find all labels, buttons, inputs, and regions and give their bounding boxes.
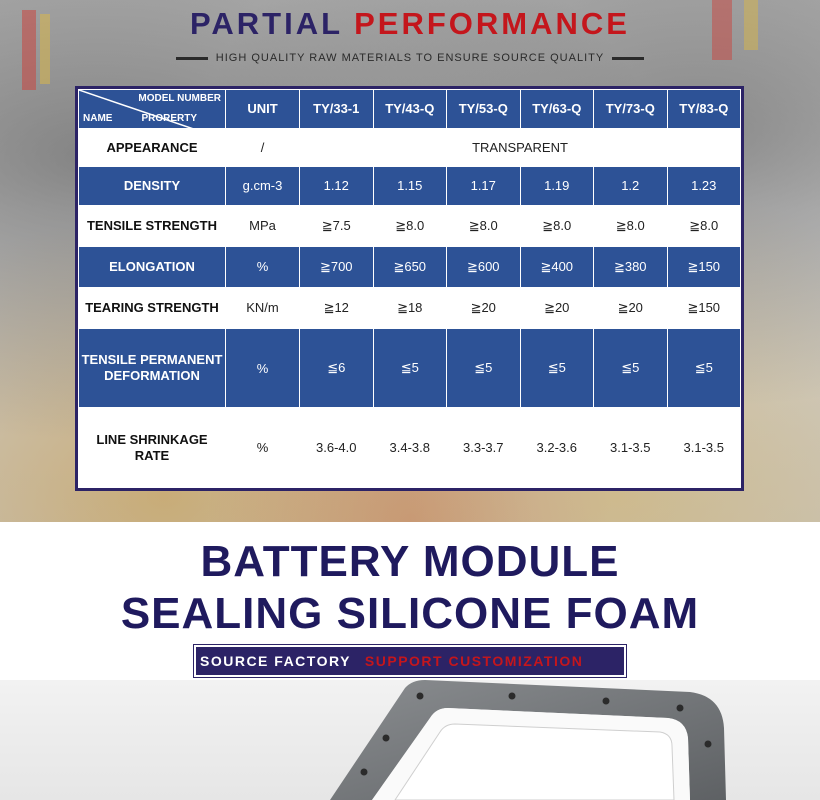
column-header: TY/53-Q	[447, 90, 521, 129]
value-cell: ≧380	[594, 246, 668, 287]
table-row	[79, 408, 741, 488]
table-header-row	[79, 90, 741, 129]
value-cell: 1.23	[667, 167, 741, 206]
banner-source-factory: SOURCE FACTORY	[200, 653, 351, 669]
value-cell: 3.6-4.0	[300, 408, 374, 488]
performance-table-frame	[75, 86, 744, 491]
unit-cell: /	[226, 128, 300, 167]
subtitle-divider-left	[176, 57, 208, 60]
table-row	[79, 246, 741, 287]
property-label-line-1: TENSILE PERMANENT	[81, 352, 223, 368]
title-part-1: PARTIAL	[190, 6, 343, 41]
banner-customization: SUPPORT CUSTOMIZATION	[364, 653, 584, 669]
value-cell: ≧20	[594, 287, 668, 328]
value-cell: ≧400	[520, 246, 594, 287]
value-cell: TRANSPARENT	[300, 128, 741, 167]
property-label: TENSILE STRENGTH	[79, 205, 226, 246]
corner-model-label: MODEL NUMBER	[138, 93, 221, 104]
column-header: TY/63-Q	[520, 90, 594, 129]
value-cell: 1.19	[520, 167, 594, 206]
value-cell: 3.1-3.5	[667, 408, 741, 488]
value-cell: ≧8.0	[447, 205, 521, 246]
table-corner-cell	[79, 90, 226, 129]
column-header: TY/83-Q	[667, 90, 741, 129]
foam-gasket-icon	[0, 680, 820, 800]
value-cell: ≦5	[373, 328, 447, 408]
value-cell: ≧150	[667, 246, 741, 287]
subtitle-divider-right	[612, 57, 644, 60]
value-cell: ≧8.0	[667, 205, 741, 246]
property-label: TEARING STRENGTH	[79, 287, 226, 328]
section-title	[0, 6, 820, 42]
performance-table	[78, 89, 741, 488]
value-cell: ≧8.0	[373, 205, 447, 246]
table-row	[79, 205, 741, 246]
corner-property-label: PRORERTY	[141, 112, 197, 124]
unit-cell: %	[226, 246, 300, 287]
unit-cell: g.cm-3	[226, 167, 300, 206]
property-label-line-2: RATE	[134, 447, 170, 463]
corner-name-label: NAME	[83, 112, 113, 124]
subtitle-text: HIGH QUALITY RAW MATERIALS TO ENSURE SOURCE QUALITY	[215, 52, 605, 64]
property-label-line-2: DEFORMATION	[104, 368, 200, 384]
column-header: TY/33-1	[300, 90, 374, 129]
value-cell: ≧18	[373, 287, 447, 328]
value-cell: ≧12	[300, 287, 374, 328]
value-cell: ≧150	[667, 287, 741, 328]
unit-cell: MPa	[226, 205, 300, 246]
section-subtitle	[0, 52, 820, 64]
value-cell: ≦5	[447, 328, 521, 408]
tagline-banner	[194, 645, 626, 677]
value-cell: 1.2	[594, 167, 668, 206]
value-cell: ≦5	[520, 328, 594, 408]
value-cell: ≦6	[300, 328, 374, 408]
table-row	[79, 167, 741, 206]
column-header: UNIT	[226, 90, 300, 129]
value-cell: 1.12	[300, 167, 374, 206]
title-part-2: PERFORMANCE	[354, 6, 630, 41]
value-cell: 3.1-3.5	[594, 408, 668, 488]
value-cell: 1.17	[447, 167, 521, 206]
value-cell: ≧600	[447, 246, 521, 287]
value-cell: ≦5	[667, 328, 741, 408]
value-cell: 1.15	[373, 167, 447, 206]
value-cell: ≦5	[594, 328, 668, 408]
unit-cell: %	[226, 408, 300, 488]
value-cell: ≧8.0	[520, 205, 594, 246]
value-cell: 3.3-3.7	[447, 408, 521, 488]
value-cell: ≧650	[373, 246, 447, 287]
column-header: TY/73-Q	[594, 90, 668, 129]
product-title	[0, 536, 820, 640]
property-label	[79, 408, 226, 488]
table-row	[79, 287, 741, 328]
table-row	[79, 328, 741, 408]
product-image	[0, 680, 820, 800]
property-label	[79, 328, 226, 408]
value-cell: ≧700	[300, 246, 374, 287]
value-cell: 3.2-3.6	[520, 408, 594, 488]
value-cell: ≧20	[447, 287, 521, 328]
value-cell: ≧20	[520, 287, 594, 328]
column-header: TY/43-Q	[373, 90, 447, 129]
value-cell: ≧8.0	[594, 205, 668, 246]
product-title-line-2: SEALING SILICONE FOAM	[120, 589, 700, 638]
property-label-line-1: LINE SHRINKAGE	[96, 431, 208, 447]
property-label: ELONGATION	[79, 246, 226, 287]
product-title-line-1: BATTERY MODULE	[200, 537, 620, 586]
property-label: DENSITY	[79, 167, 226, 206]
property-label: APPEARANCE	[79, 128, 226, 167]
value-cell: ≧7.5	[300, 205, 374, 246]
unit-cell: %	[226, 328, 300, 408]
value-cell: 3.4-3.8	[373, 408, 447, 488]
unit-cell: KN/m	[226, 287, 300, 328]
